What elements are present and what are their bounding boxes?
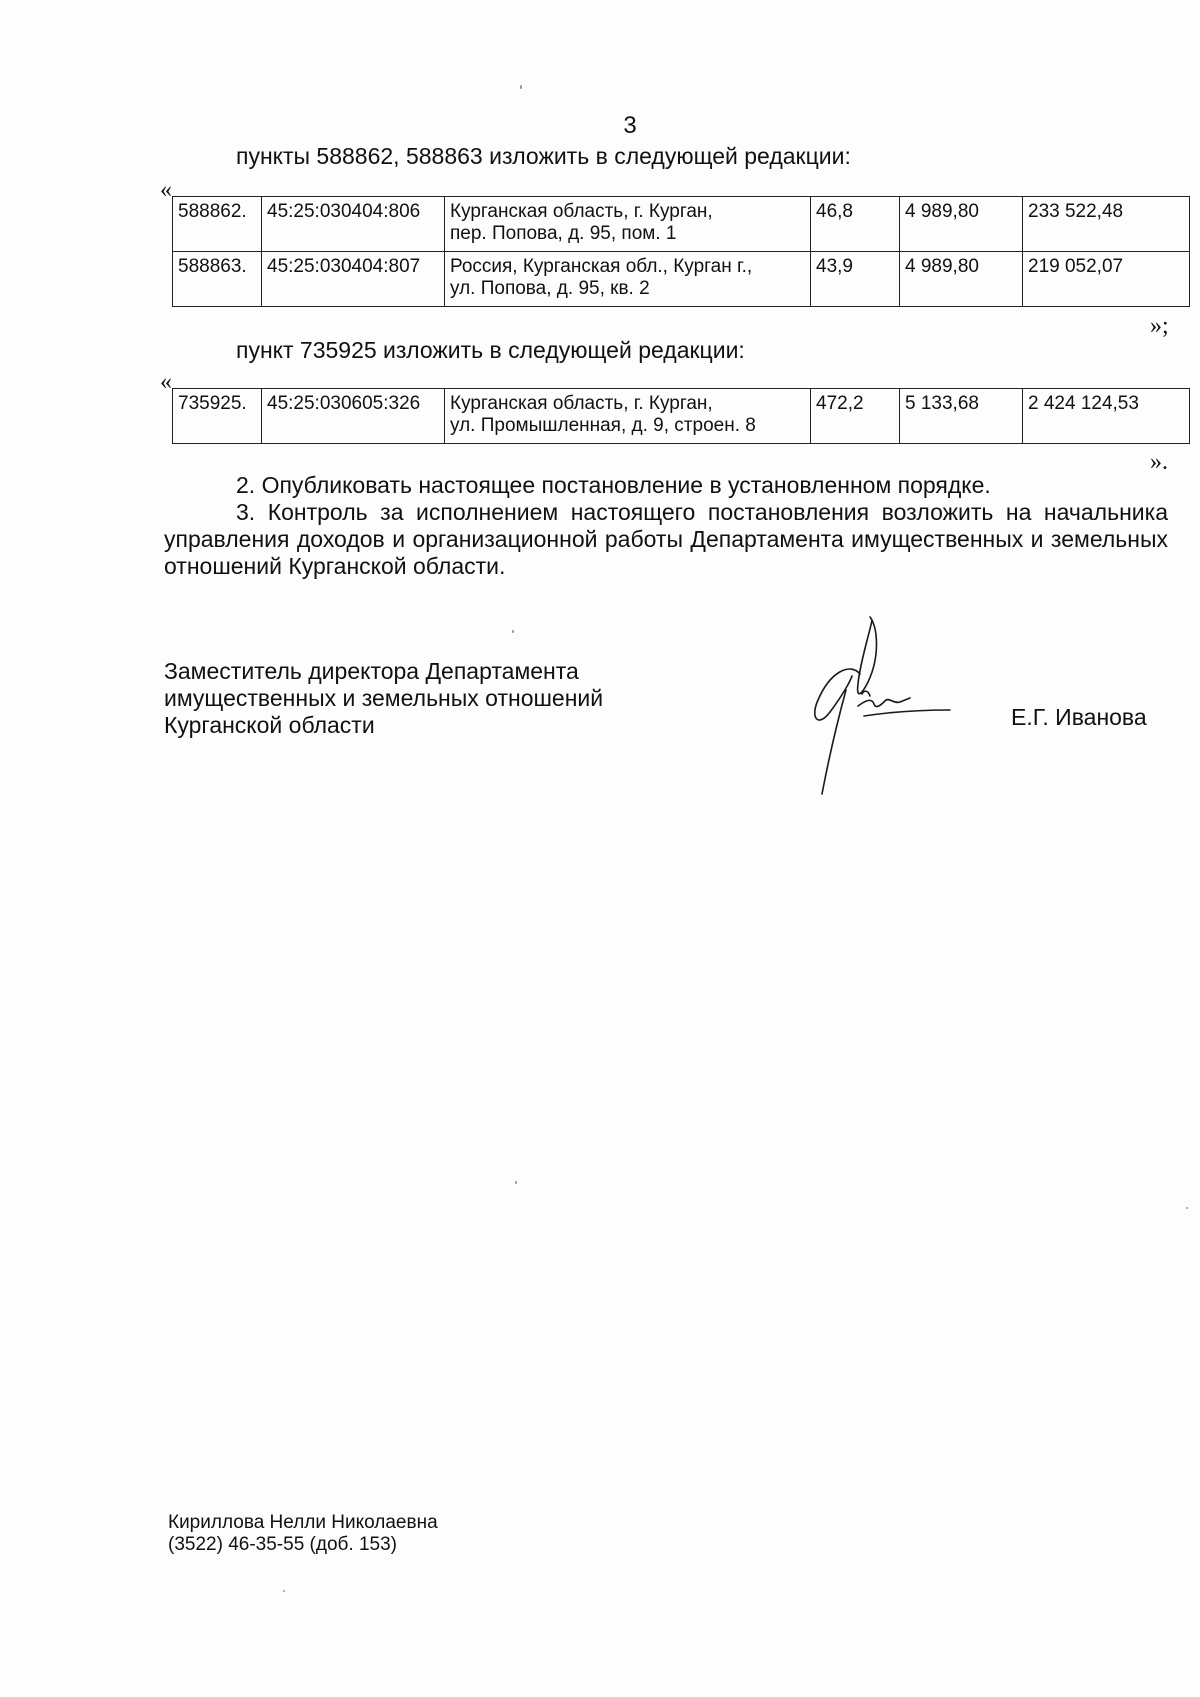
section1-intro: пункты 588862, 588863 изложить в следующей редакции: — [236, 143, 851, 169]
table-row — [173, 252, 1190, 307]
scan-speck — [1186, 1207, 1188, 1209]
table-row — [173, 197, 1190, 252]
signatory-position — [164, 658, 603, 739]
unit-price: 4 989,80 — [900, 197, 1023, 252]
unit-price: 5 133,68 — [900, 389, 1023, 444]
address-line2: ул. Промышленная, д. 9, строен. 8 — [450, 415, 756, 436]
area: 472,2 — [811, 389, 900, 444]
executor-info — [168, 1512, 438, 1556]
area: 43,9 — [811, 252, 900, 307]
cadastral-number: 45:25:030605:326 — [262, 389, 445, 444]
paragraph-3-text: 3. Контроль за исполнением настоящего постановления возложить на начальника управления доходов и организационной работы Департамента имущественных и земельных отношений Курганской области. — [164, 499, 1168, 579]
row-number: 735925. — [173, 389, 262, 444]
row-number: 588862. — [173, 197, 262, 252]
cadastral-number: 45:25:030404:806 — [262, 197, 445, 252]
address-line1: Курганская область, г. Курган, — [450, 393, 713, 414]
unit-price: 4 989,80 — [900, 252, 1023, 307]
address-line1: Россия, Курганская обл., Курган г., — [450, 256, 753, 277]
section1-close-quote: »; — [1150, 313, 1169, 339]
scan-speck — [520, 85, 522, 89]
position-line1: Заместитель директора Департамента — [164, 658, 579, 684]
executor-name: Кириллова Нелли Николаевна — [168, 1512, 438, 1533]
scan-speck — [515, 1181, 517, 1184]
section1-table — [172, 196, 1190, 307]
scan-speck — [512, 630, 514, 633]
address — [445, 389, 811, 444]
table-row — [173, 389, 1190, 444]
address-line1: Курганская область, г. Курган, — [450, 201, 713, 222]
paragraph-2 — [164, 472, 1168, 499]
section2-open-quote: « — [160, 369, 172, 395]
total-value: 233 522,48 — [1023, 197, 1190, 252]
address-line2: пер. Попова, д. 95, пом. 1 — [450, 223, 677, 244]
cadastral-number: 45:25:030404:807 — [262, 252, 445, 307]
position-line2: имущественных и земельных отношений — [164, 685, 604, 711]
total-value: 2 424 124,53 — [1023, 389, 1190, 444]
position-line3: Курганской области — [164, 712, 375, 738]
section2-close-quote: ». — [1150, 449, 1168, 475]
address — [445, 252, 811, 307]
page-number: 3 — [623, 112, 637, 139]
section1-open-quote: « — [160, 177, 172, 203]
section2-table — [172, 388, 1190, 444]
area: 46,8 — [811, 197, 900, 252]
paragraph-2-text: 2. Опубликовать настоящее постановление в установленном порядке. — [236, 472, 991, 498]
total-value: 219 052,07 — [1023, 252, 1190, 307]
handwritten-signature — [800, 612, 970, 812]
row-number: 588863. — [173, 252, 262, 307]
paragraph-3 — [164, 499, 1168, 580]
section2-intro: пункт 735925 изложить в следующей редакции: — [236, 337, 745, 363]
signatory-name: Е.Г. Иванова — [1011, 704, 1147, 730]
executor-phone: (3522) 46-35-55 (доб. 153) — [168, 1534, 397, 1555]
scan-speck — [283, 1590, 285, 1592]
address-line2: ул. Попова, д. 95, кв. 2 — [450, 278, 650, 299]
address — [445, 197, 811, 252]
